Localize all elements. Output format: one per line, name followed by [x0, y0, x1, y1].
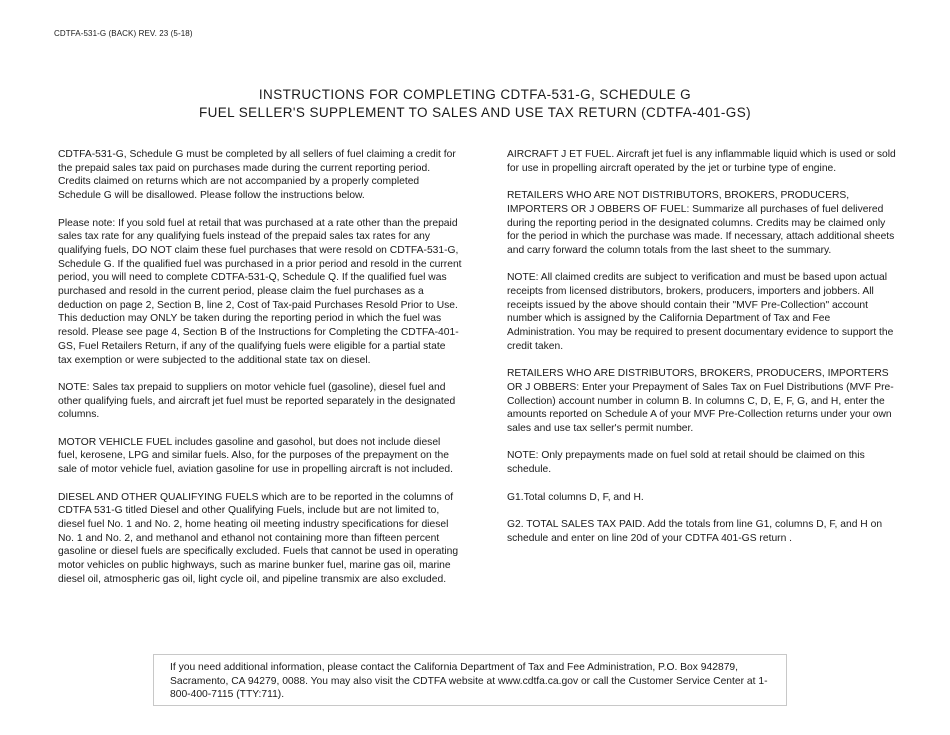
page-title — [0, 86, 950, 122]
claimed-credits-note: NOTE: All claimed credits are subject to verification and must be based upon actual receipts from licensed distributors, brokers, producers, importers and jobbers. All receipts issued by the above should contain their "MVF Pre-Collection" account number which is assigned by the California Department of Tax and Fee Administration. You may be required to present documentary evidence to support the credit taken. — [507, 272, 894, 352]
please-note-paragraph: Please note: If you sold fuel at retail that was purchased at a rate other than the prepaid sales tax rate for any qualifying fuels instead of the prepaid sales tax rates for any qualifying fuels, DO NOT claim these fuel purchases that were resold on CDTFA-531-G, Schedule G. If the qualified fuel was purchased in a prior period and resold in the current period, you will need to complete CDTFA-531-Q, Schedule Q. If the qualified fuel was purchased and resold in the current period, please claim the fuel purchases as a deduction on page 2, Section B, line 2, Cost of Tax-paid Purchases Resold Prior to Use. This deduction may ONLY be taken during the reporting period in which the fuel was resold. Please see page 4, Section B of the Instructions for Completing the CDTFA-401-GS, Fuel Retailers Return, if any of the qualifying fuels were eligible for a partial state tax exemption or were subjected to the additional state tax on diesel. — [58, 217, 462, 366]
g2-instruction: G2. TOTAL SALES TAX PAID. Add the totals from line G1, columns D, F, and H on schedule and enter on line 20d of your CDTFA 401-GS return . — [507, 518, 883, 544]
distributor-retailers-paragraph: RETAILERS WHO ARE DISTRIBUTORS, BROKERS, PRODUCERS, IMPORTERS OR J OBBERS: Enter your Prepayment of Sales Tax on Fuel Distributions (MVF Pre-Collection) account number in column B. In columns C, D, E, F, G, and H, enter the amounts reported on Schedule A of your MVF Pre-Collection returns under your own sales and use tax seller's permit number. — [507, 368, 894, 435]
contact-info-box — [153, 654, 787, 706]
g1-instruction: G1.Total columns D, F, and H. — [507, 491, 644, 503]
motor-vehicle-fuel-paragraph: MOTOR VEHICLE FUEL includes gasoline and gasohol, but does not include diesel fuel, kerosene, LPG and similar fuels. Also, for the purposes of the prepayment on the sale of motor vehicle fuel, aviation gasoline for use in propelling aircraft is not included. — [58, 436, 453, 476]
contact-text: If you need additional information, please contact the California Department of Tax and Fee Administration, P.O. Box 942879, Sacramento, CA 94279, 0088. You may also visit the CDTFA website at www.cdtfa.ca.gov or call the Customer Service Center at 1-800-400-7115 (TTY:711). — [170, 662, 768, 701]
title-line-2: FUEL SELLER'S SUPPLEMENT TO SALES AND USE TAX RETURN (CDTFA-401-GS) — [198, 105, 752, 120]
prepayments-note: NOTE: Only prepayments made on fuel sold at retail should be claimed on this schedule. — [507, 450, 865, 476]
left-column — [58, 148, 462, 600]
diesel-fuels-paragraph: DIESEL AND OTHER QUALIFYING FUELS which are to be reported in the columns of CDTFA 531-G titled Diesel and other Qualifying Fuels, include but are not limited to, diesel fuel No. 1 and No. 2, home heating oil meeting industry specifications for diesel No. 1 and No. 2, and methanol and ethanol not containing more than fifteen percent gasoline or diesel fuels are specifically excluded. Fuels that cannot be used in operating motor vehicles on public highways, such as marine bunker fuel, marine gas oil, marine diesel oil, atmospheric gas oil, light cycle oil, and pipeline transmix are also excluded. — [58, 491, 459, 585]
separate-reporting-note: NOTE: Sales tax prepaid to suppliers on motor vehicle fuel (gasoline), diesel fuel and other qualifying fuels, and aircraft jet fuel must be reported separately in the designated columns. — [58, 381, 456, 421]
aircraft-jet-fuel-paragraph: AIRCRAFT J ET FUEL. Aircraft jet fuel is any inflammable liquid which is used or sold for use in propelling aircraft operated by the jet or turbine type of engine. — [507, 149, 896, 174]
intro-paragraph: CDTFA-531-G, Schedule G must be completed by all sellers of fuel claiming a credit for the prepaid sales tax paid on purchases made during the current reporting period. Credits claimed on returns which are not accompanied by a properly completed Schedule G will be disallowed. Please follow the instructions below. — [58, 149, 456, 202]
non-distributor-retailers-paragraph: RETAILERS WHO ARE NOT DISTRIBUTORS, BROKERS, PRODUCERS, IMPORTERS OR J OBBERS OF FUEL: Summarize all purchases of fuel delivered during the reporting period in the designated columns. Credits may be claimed only for the period in which the purchase was made. If necessary, attach additional sheets and carry forward the column totals from the last sheet to the summary. — [507, 190, 895, 256]
title-line-1: INSTRUCTIONS FOR COMPLETING CDTFA-531-G, SCHEDULE G — [258, 87, 692, 102]
right-column — [507, 148, 899, 559]
form-revision-id: CDTFA-531-G (BACK) REV. 23 (5-18) — [54, 29, 193, 38]
